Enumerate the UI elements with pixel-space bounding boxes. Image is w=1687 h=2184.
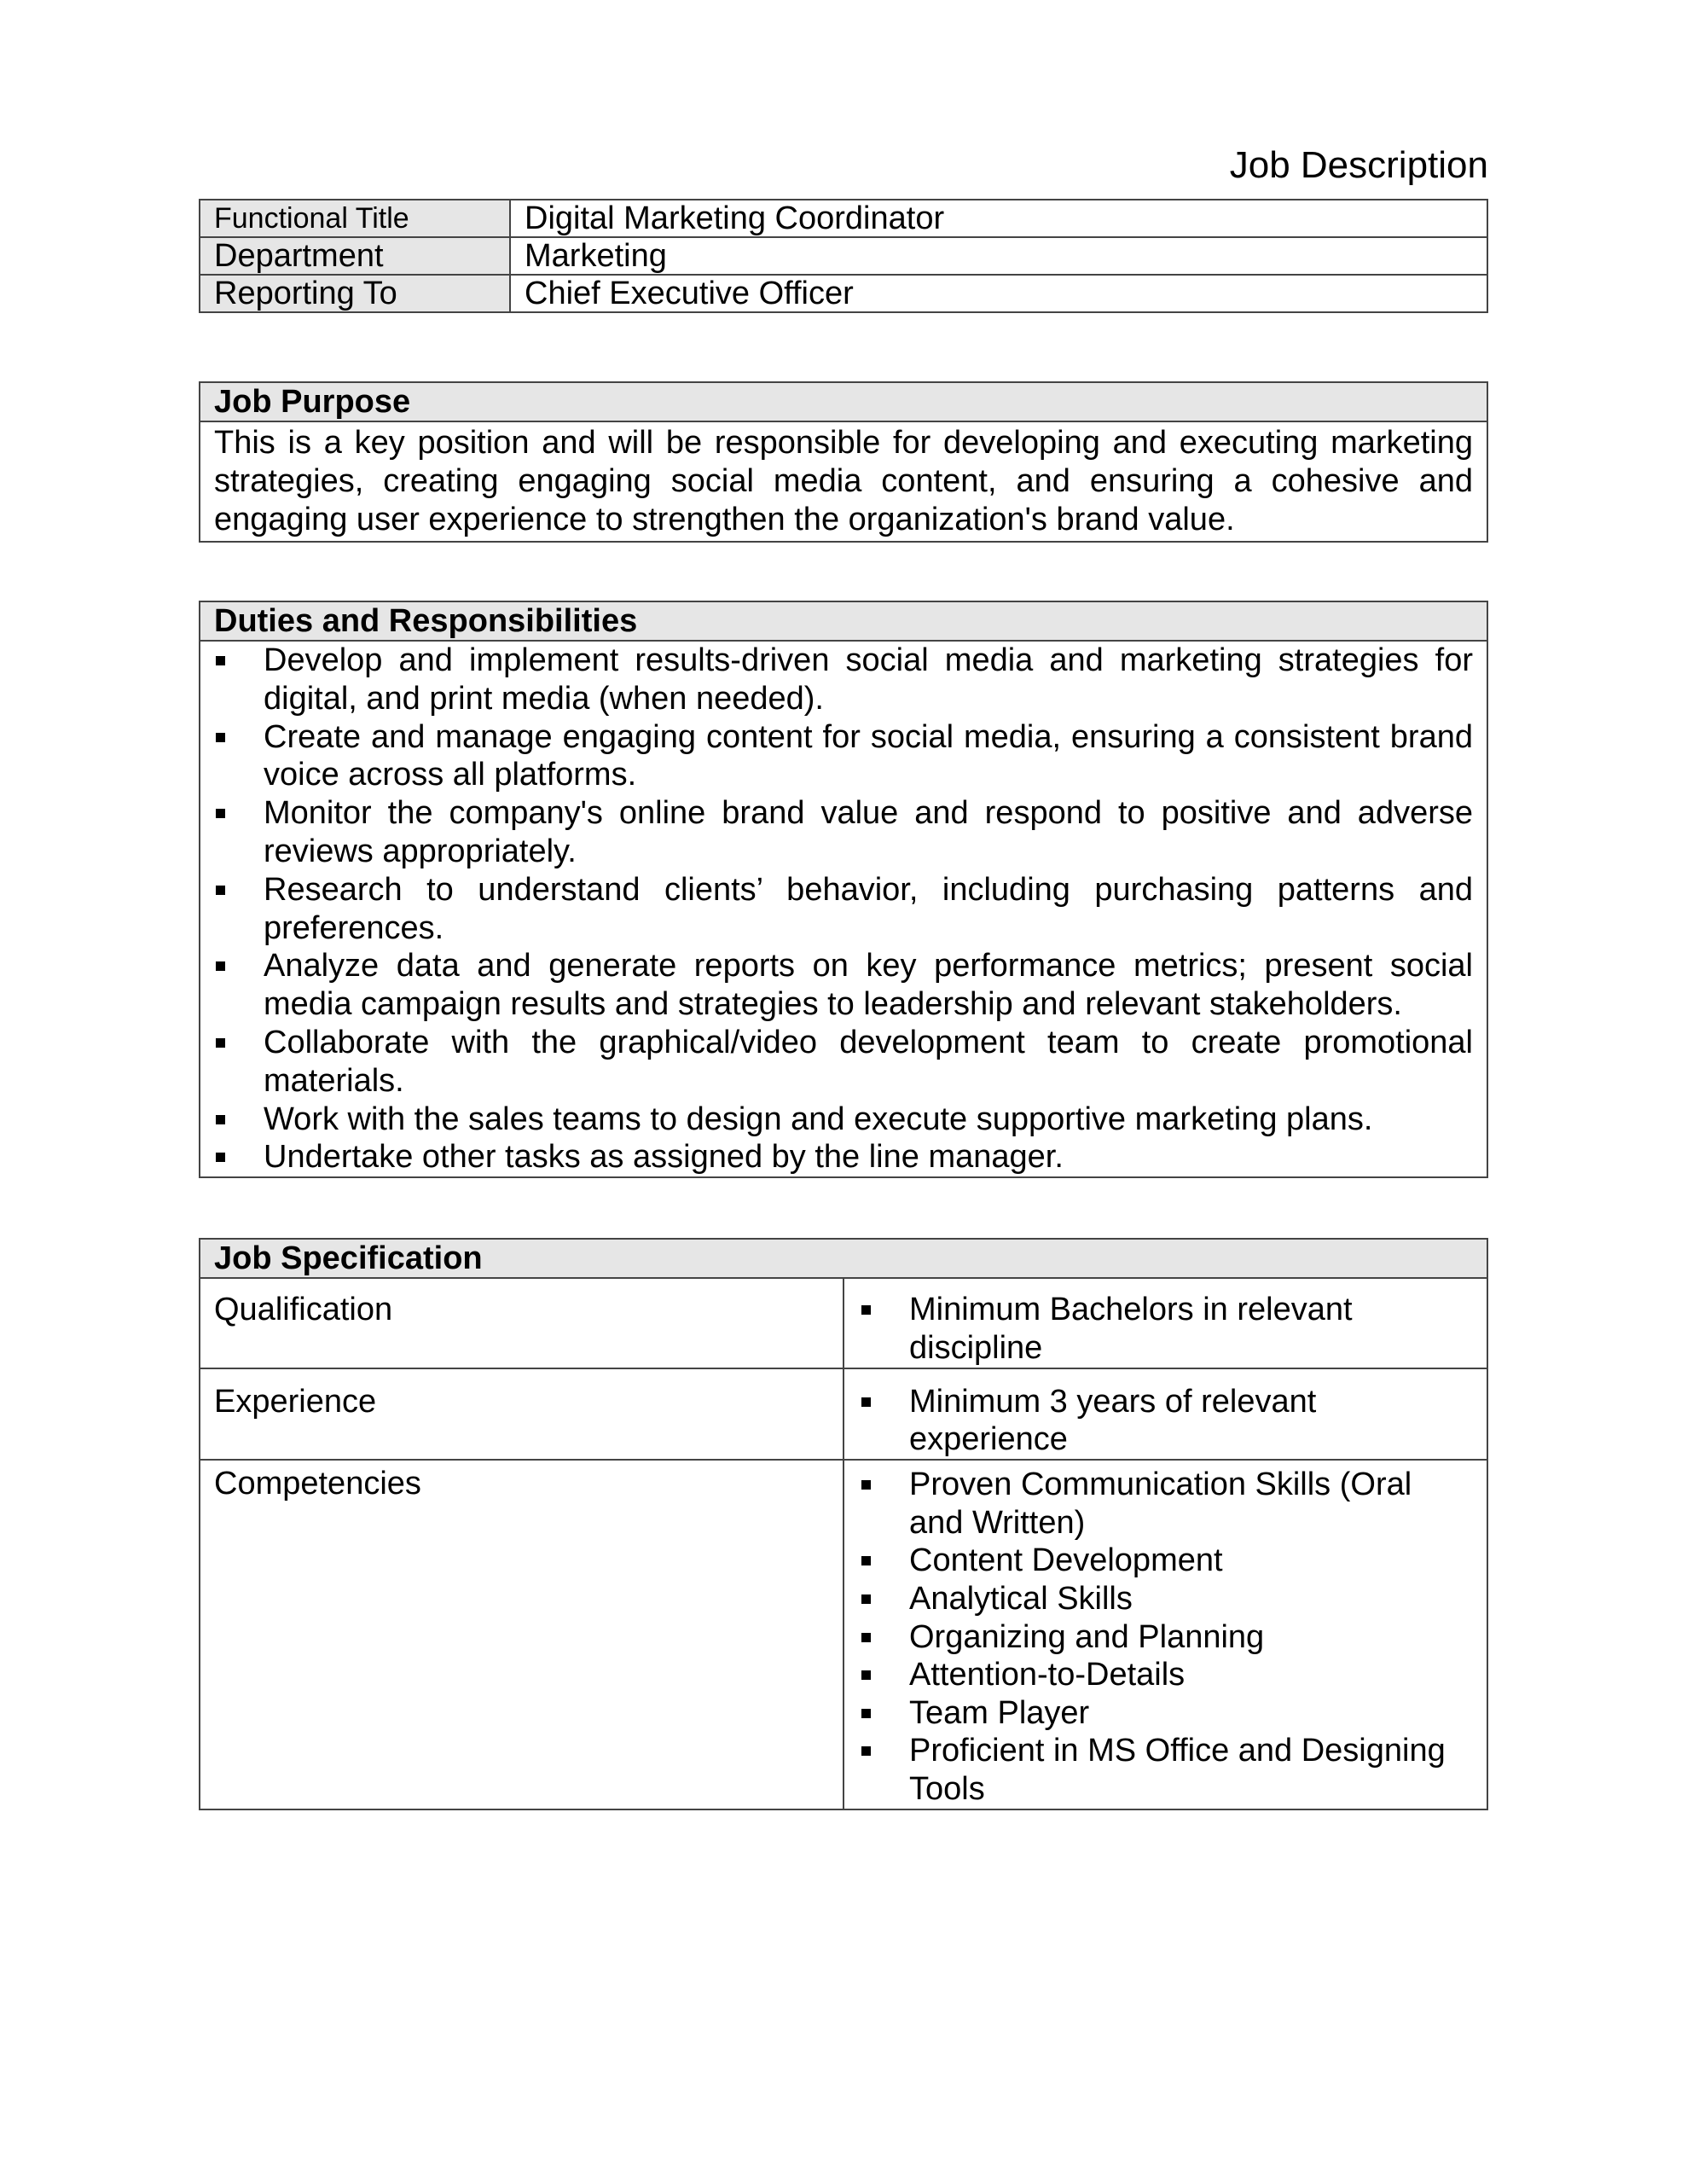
reporting-to-value: Chief Executive Officer (510, 275, 1487, 312)
square-bullet-icon (216, 1038, 225, 1048)
duties-table (199, 601, 1488, 1178)
job-specification-table (199, 1238, 1488, 1810)
job-specification-heading: Job Specification (200, 1239, 1487, 1278)
list-item: Team Player (860, 1694, 1473, 1733)
square-bullet-icon (861, 1397, 871, 1407)
reporting-to-label: Reporting To (200, 275, 510, 312)
department-row (200, 237, 1487, 275)
list-item: Attention-to-Details (860, 1656, 1473, 1694)
department-value: Marketing (510, 237, 1487, 275)
experience-list (860, 1383, 1473, 1460)
square-bullet-icon (861, 1594, 871, 1604)
list-item: Analytical Skills (860, 1580, 1473, 1618)
functional-title-value: Digital Marketing Coordinator (510, 200, 1487, 237)
qualification-list (860, 1291, 1473, 1368)
list-item: Monitor the company's online brand value and respond to positive and adverse reviews appropriately. (214, 794, 1473, 871)
document-title: Job Description (1229, 144, 1488, 186)
square-bullet-icon (216, 656, 225, 665)
square-bullet-icon (861, 1305, 871, 1315)
square-bullet-icon (216, 1153, 225, 1162)
square-bullet-icon (216, 961, 225, 971)
list-item: Develop and implement results-driven social media and marketing strategies for digital, and print media (when needed). (214, 642, 1473, 718)
duties-list-cell (200, 641, 1487, 1177)
list-item: Proven Communication Skills (Oral and Written) (860, 1466, 1473, 1542)
functional-title-row (200, 200, 1487, 237)
experience-row (200, 1368, 1487, 1461)
department-label: Department (200, 237, 510, 275)
square-bullet-icon (216, 1115, 225, 1124)
list-item: Minimum 3 years of relevant experience (860, 1383, 1473, 1460)
job-purpose-heading: Job Purpose (200, 382, 1487, 421)
list-item: Minimum Bachelors in relevant discipline (860, 1291, 1473, 1368)
list-item: Create and manage engaging content for social media, ensuring a consistent brand voice across all platforms. (214, 718, 1473, 795)
list-item: Analyze data and generate reports on key performance metrics; present social media campaign results and strategies to leadership and relevant stakeholders. (214, 947, 1473, 1024)
square-bullet-icon (861, 1709, 871, 1718)
square-bullet-icon (216, 809, 225, 818)
functional-title-label: Functional Title (200, 200, 510, 237)
list-item: Research to understand clients’ behavior, including purchasing patterns and preferences. (214, 871, 1473, 948)
list-item: Undertake other tasks as assigned by the line manager. (214, 1138, 1473, 1176)
list-item: Work with the sales teams to design and execute supportive marketing plans. (214, 1101, 1473, 1139)
list-item: Organizing and Planning (860, 1618, 1473, 1657)
square-bullet-icon (861, 1746, 871, 1756)
reporting-to-row (200, 275, 1487, 312)
list-item: Collaborate with the graphical/video development team to create promotional materials. (214, 1024, 1473, 1101)
position-info-table (199, 199, 1488, 313)
square-bullet-icon (216, 886, 225, 895)
duties-heading: Duties and Responsibilities (200, 601, 1487, 641)
square-bullet-icon (861, 1480, 871, 1490)
competencies-label: Competencies (200, 1460, 844, 1809)
experience-label: Experience (200, 1368, 844, 1461)
competencies-row (200, 1460, 1487, 1809)
job-purpose-text: This is a key position and will be responsible for developing and executing marketing strategies, creating engaging social media content, and ensuring a cohesive and engaging user experience to strengthen the organization's brand value. (200, 421, 1487, 542)
list-item: Content Development (860, 1542, 1473, 1580)
duties-list (214, 642, 1473, 1176)
job-purpose-table (199, 381, 1488, 543)
square-bullet-icon (861, 1556, 871, 1565)
list-item: Proficient in MS Office and Designing Tools (860, 1732, 1473, 1808)
competencies-list (860, 1466, 1473, 1808)
square-bullet-icon (861, 1670, 871, 1680)
square-bullet-icon (216, 733, 225, 742)
qualification-row (200, 1278, 1487, 1368)
qualification-label: Qualification (200, 1278, 844, 1368)
square-bullet-icon (861, 1633, 871, 1642)
